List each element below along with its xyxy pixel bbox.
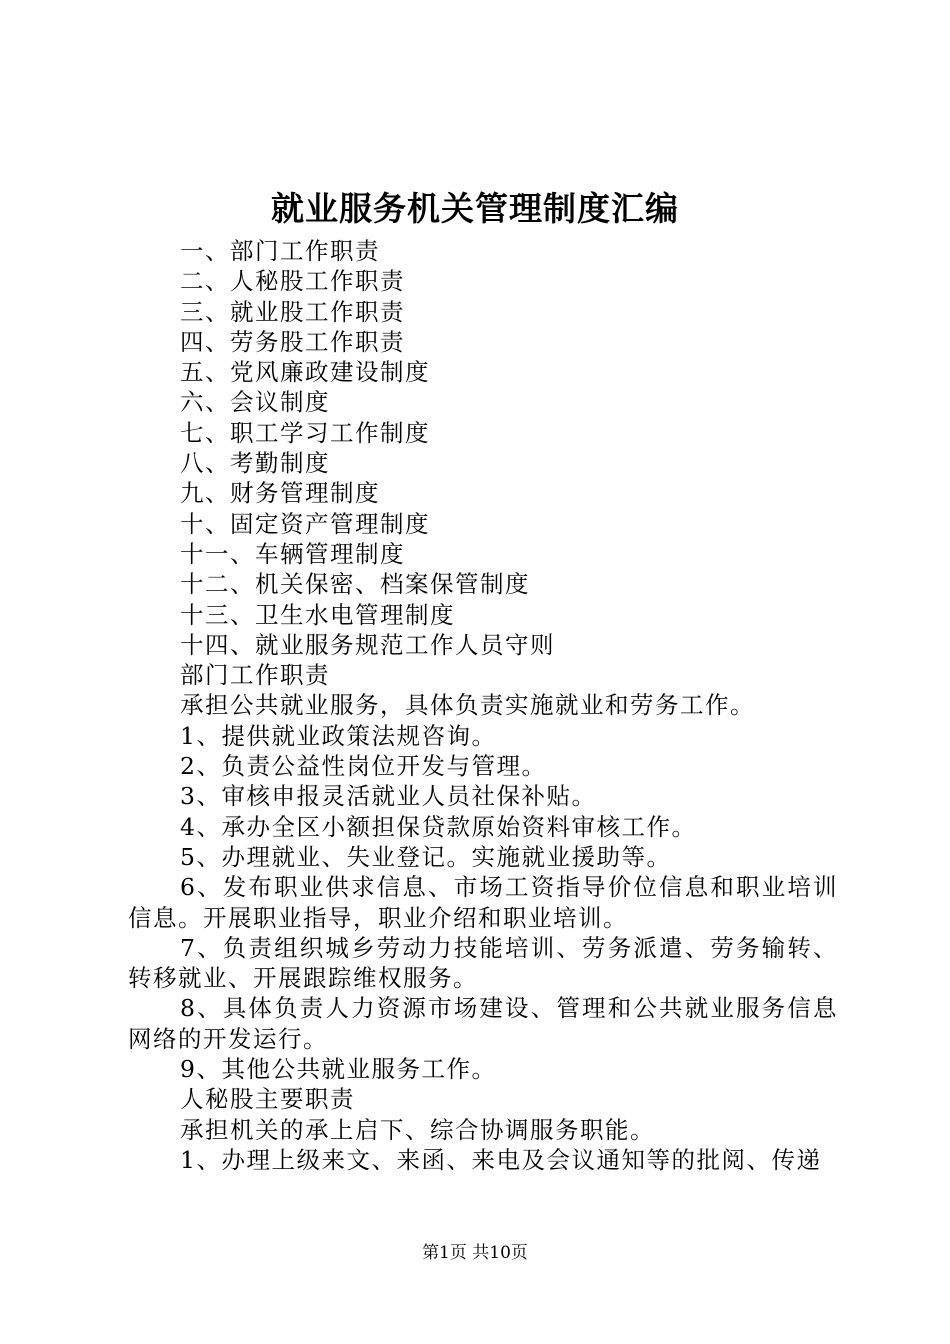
duty-item: 2、负责公益性岗位开发与管理。 xyxy=(180,752,547,781)
toc-item: 十三、卫生水电管理制度 xyxy=(180,600,455,629)
section-personnel-secretariat-duties xyxy=(128,1084,838,1175)
duty-item: 8、具体负责人力资源市场建设、管理和公共就业服务信息网络的开发运行。 xyxy=(128,994,838,1053)
section-heading: 部门工作职责 xyxy=(180,661,330,690)
table-of-contents xyxy=(128,236,838,660)
toc-item: 六、会议制度 xyxy=(180,388,330,417)
duty-item: 5、办理就业、失业登记。实施就业援助等。 xyxy=(180,842,672,871)
duty-item: 6、发布职业供求信息、市场工资指导价位信息和职业培训信息。开展职业指导，职业介绍和职业培训。 xyxy=(128,873,838,932)
toc-item: 一、部门工作职责 xyxy=(180,237,380,265)
duty-item: 3、审核申报灵活就业人员社保补贴。 xyxy=(180,782,597,811)
section-intro: 承担机关的承上启下、综合协调服务职能。 xyxy=(180,1115,655,1144)
toc-item: 十四、就业服务规范工作人员守则 xyxy=(180,630,555,659)
section-intro: 承担公共就业服务，具体负责实施就业和劳务工作。 xyxy=(180,691,755,720)
toc-item: 八、考勤制度 xyxy=(180,449,330,478)
duty-item: 4、承办全区小额担保贷款原始资料审核工作。 xyxy=(180,812,697,841)
page-footer: 第1页 共10页 xyxy=(422,1243,528,1263)
section-department-duties xyxy=(128,660,838,1084)
duty-item: 1、办理上级来文、来函、来电及会议通知等的批阅、传递 xyxy=(180,1145,822,1174)
toc-item: 十一、车辆管理制度 xyxy=(180,539,405,568)
toc-item: 七、职工学习工作制度 xyxy=(180,418,430,447)
toc-item: 十二、机关保密、档案保管制度 xyxy=(180,570,530,599)
toc-item: 九、财务管理制度 xyxy=(180,479,380,508)
toc-item: 三、就业股工作职责 xyxy=(180,297,405,326)
document-body xyxy=(128,236,838,1175)
toc-item: 五、党风廉政建设制度 xyxy=(180,358,430,387)
toc-item: 二、人秘股工作职责 xyxy=(180,267,405,296)
duty-item: 9、其他公共就业服务工作。 xyxy=(180,1055,497,1084)
document-title: 就业服务机关管理制度汇编 xyxy=(271,189,679,228)
section-heading: 人秘股主要职责 xyxy=(180,1085,355,1114)
duty-item: 7、负责组织城乡劳动力技能培训、劳务派遣、劳务输转、转移就业、开展跟踪维权服务。 xyxy=(128,933,838,993)
duty-item: 1、提供就业政策法规咨询。 xyxy=(180,721,497,750)
toc-item: 四、劳务股工作职责 xyxy=(180,327,405,356)
toc-item: 十、固定资产管理制度 xyxy=(180,509,430,538)
